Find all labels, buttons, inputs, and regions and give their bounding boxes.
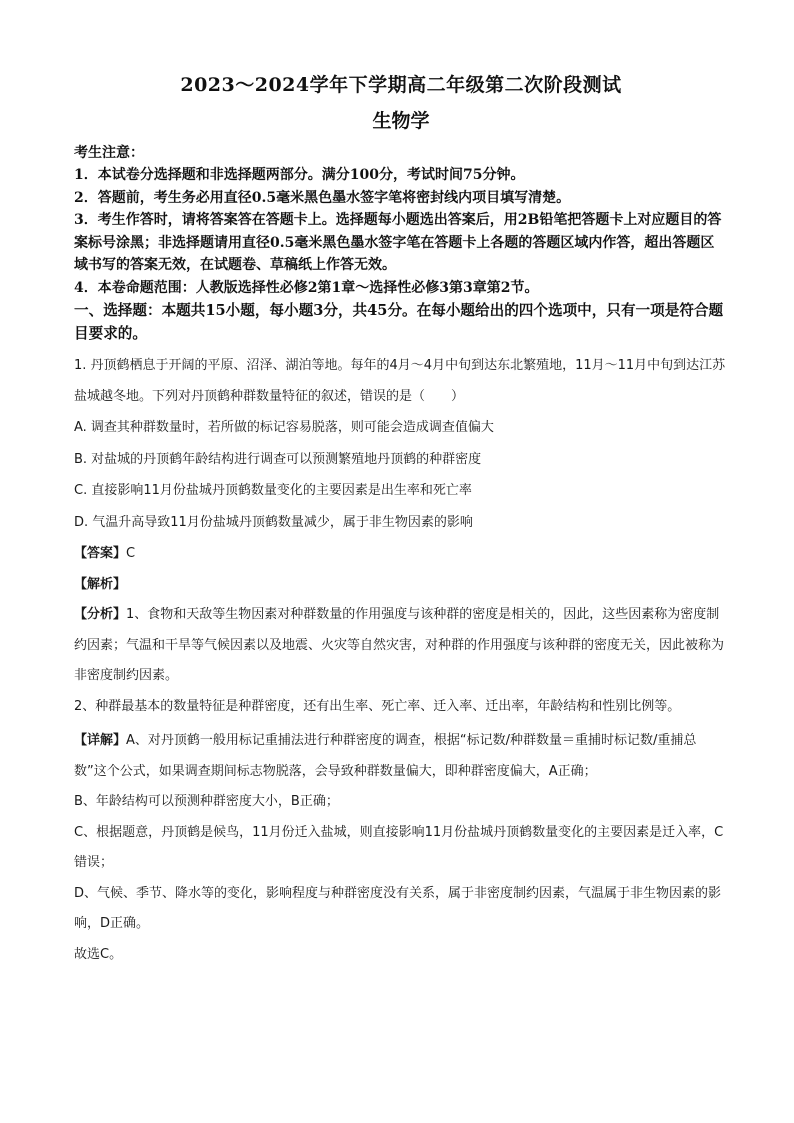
option-b: B. 对盐城的丹顶鹤年龄结构进行调查可以预测繁殖地丹顶鹤的种群密度 (74, 451, 482, 467)
notice-item-1: 1．本试卷分选择题和非选择题两部分。满分100分，考试时间75分钟。 (74, 167, 525, 183)
option-d: D. 气温升高导致11月份盐城丹顶鹤数量减少，属于非生物因素的影响 (74, 514, 473, 530)
notice-heading: 考生注意： (74, 145, 144, 161)
analysis-tag: 【解析】 (74, 577, 127, 592)
fenxi-paragraph-2: 2、种群最基本的数量特征是种群密度，还有出生率、死亡率、迁入率、迁出率，年龄结构和性别比例等。 (74, 698, 681, 714)
notice-block (74, 142, 728, 299)
question-stem: 1. 丹顶鹤栖息于开阔的平原、沼泽、湖泊等地。每年的4月～4月中旬到达东北繁殖地，11月～11月中旬到达江苏盐城越冬地。下列对丹顶鹤种群数量特征的叙述，错误的是（ ） (74, 358, 726, 404)
answer-value: C (126, 546, 136, 561)
fenxi-tag: 【分析】 (74, 607, 127, 622)
conclusion: 故选C。 (74, 946, 123, 962)
question-1 (74, 351, 728, 970)
detail-paragraph-c: C、根据题意，丹顶鹤是候鸟，11月份迁入盐城，则直接影响11月份盐城丹顶鹤数量变化的主要因素是迁入率，C错误； (74, 824, 724, 870)
exam-subject: 生物学 (372, 110, 430, 132)
detail-tag: 【详解】 (74, 733, 127, 748)
option-c: C. 直接影响11月份盐城丹顶鹤数量变化的主要因素是出生率和死亡率 (74, 483, 472, 498)
detail-text-a: A、对丹顶鹤一般用标记重捕法进行种群密度的调查，根据“标记数/种群数量＝重捕时标记数/重捕总数”这个公式，如果调查期间标志物脱落，会导致种群数量偏大，即种群密度偏大，A正确； (74, 733, 697, 779)
answer-tag: 【答案】 (74, 546, 127, 561)
fenxi-text-1: 1、食物和天敌等生物因素对种群数量的作用强度与该种群的密度是相关的，因此，这些因素称为密度制约因素；气温和干旱等气候因素以及地震、火灾等自然灾害，对种群的作用强度与该种群的密度无关，因此被称为非密度制约因素。 (74, 607, 725, 683)
detail-paragraph-b: B、年龄结构可以预测种群密度大小，B正确； (74, 794, 339, 809)
option-a: A. 调查其种群数量时，若所做的标记容易脱落，则可能会造成调查值偏大 (74, 420, 494, 435)
detail-paragraph-a (74, 726, 728, 787)
notice-item-2: 2．答题前，考生务必用直径0.5毫米黑色墨水签字笔将密封线内项目填写清楚。 (74, 189, 571, 206)
fenxi-paragraph-1 (74, 600, 728, 692)
detail-paragraph-d: D、气候、季节、降水等的变化，影响程度与种群密度没有关系，属于非密度制约因素，气温属于非生物因素的影响，D正确。 (74, 885, 722, 931)
answer-line (74, 538, 728, 569)
notice-item-3: 3．考生作答时，请将答案答在答题卡上。选择题每小题选出答案后，用2B铅笔把答题卡上对应题目的答案标号涂黑；非选择题请用直径0.5毫米黑色墨水签字笔在答题卡上各题的答题区域内作答，超出答题区域书写的答案无效，在试题卷、草稿纸上作答无效。 (74, 212, 722, 273)
notice-item-4: 4．本卷命题范围：人教版选择性必修2第1章～选择性必修3第3章第2节。 (74, 279, 539, 296)
exam-title: 2023～2024学年下学期高二年级第二次阶段测试 (180, 74, 622, 96)
section-heading-choice: 一、选择题：本题共15小题，每小题3分，共45分。在每小题给出的四个选项中，只有一项是符合题目要求的。 (74, 302, 724, 342)
analysis-line (74, 569, 728, 600)
